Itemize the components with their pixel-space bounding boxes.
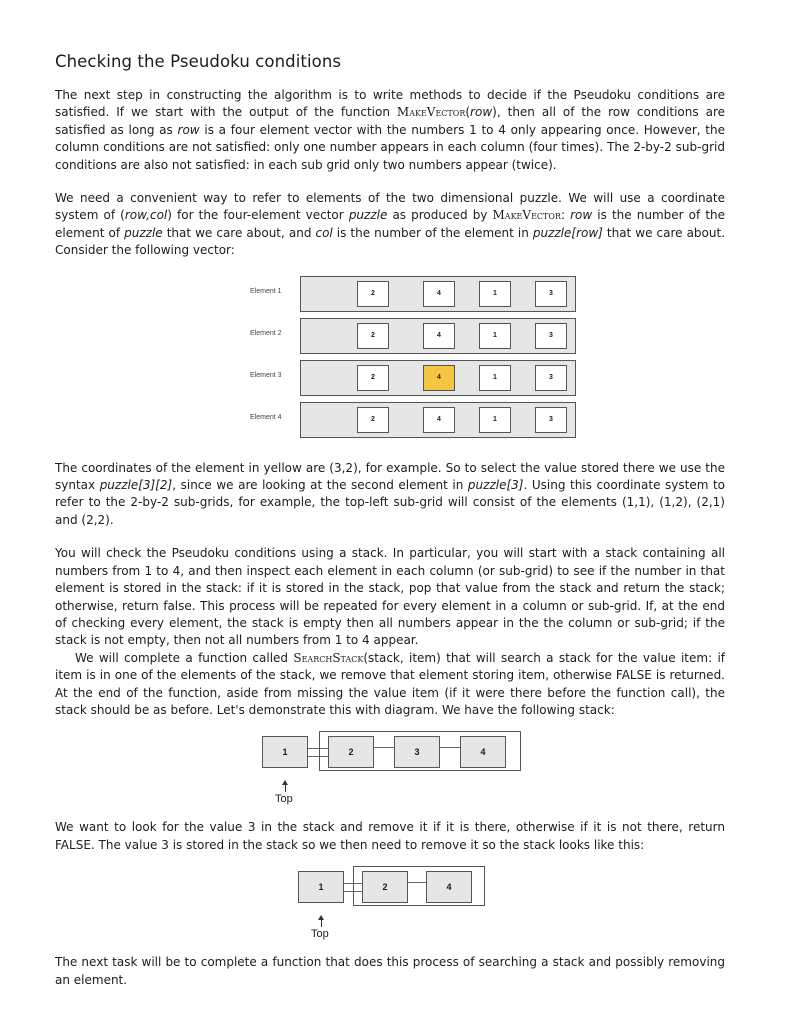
function-name: MakeVector — [492, 208, 561, 223]
puzzle-cell: 4 — [423, 407, 455, 433]
stack-top-node: 1 — [262, 736, 308, 768]
row-label: Element 2 — [250, 329, 282, 337]
puzzle-row — [300, 318, 576, 354]
paragraph-search-stack — [55, 650, 725, 720]
text: , since we are looking at the second element in — [172, 478, 468, 493]
stack-diagram-before — [55, 727, 725, 819]
puzzle-cell: 3 — [535, 281, 567, 307]
stack-node: 2 — [328, 736, 374, 768]
stack-node: 4 — [426, 871, 472, 903]
paragraph-yellow-element — [55, 460, 725, 530]
puzzle-row — [300, 360, 576, 396]
row-label: Element 3 — [250, 371, 282, 379]
text: The next step in constructing the algorithm is to write methods to decide if the Pseudoku conditions are satisfied. If we start with the output of the function — [55, 88, 725, 120]
puzzle-cell-highlighted: 4 — [423, 365, 455, 391]
link-arrow — [308, 756, 328, 757]
variable: row,col — [124, 208, 168, 223]
text: . Using this coordinate system to refer to the 2-by-2 sub-grids, for example, the top-left sub-grid will consist of the elements (1,1), (1,2), (2,1) and (2,2). — [55, 478, 726, 527]
variable: row — [177, 122, 200, 137]
text: The coordinates of the element in yellow are (3,2), for example. So to select the value stored there we use the syntax — [55, 460, 725, 493]
variable: puzzle[3][2] — [99, 478, 173, 493]
row-label: Element 1 — [250, 287, 282, 295]
section-title: Checking the Pseudoku conditions — [55, 52, 342, 71]
puzzle-cell: 3 — [535, 407, 567, 433]
stack-node: 4 — [460, 736, 506, 768]
link-arrow — [344, 883, 362, 884]
text: is the number of the element in — [332, 225, 533, 240]
variable: puzzle[3] — [467, 478, 524, 493]
link-arrow — [344, 891, 362, 892]
stack-node: 3 — [394, 736, 440, 768]
paragraph-stack-method: You will check the Pseudoku conditions using a stack. In particular, you will start with a stack containing all numbers from 1 to 4, and then inspect each element in each column (or sub-grid) to see if the number in that element is stored in the stack: if it is stored in the stack, pop that value from the stack and return the stack; otherwise, return false. This process will be repeated for every element in a column or sub-grid. If, at the end of checking every element, the stack is empty then all numbers appear in the the column or sub-grid; if the stack is not empty, then not all numbers from 1 to 4 appear. — [55, 546, 725, 648]
text: that we care about. Consider the following vector: — [55, 225, 726, 258]
text: that we care about, and — [162, 225, 316, 240]
text: ( — [465, 105, 471, 120]
row-label: Element 4 — [250, 413, 282, 421]
text: : — [560, 208, 571, 223]
arrow-up-icon — [285, 782, 286, 792]
top-label: Top — [275, 793, 293, 806]
stack-diagram-after — [55, 862, 725, 954]
puzzle-figure — [55, 272, 725, 460]
puzzle-cell: 1 — [479, 281, 511, 307]
arrow-up-icon — [321, 917, 322, 927]
variable: puzzle[row] — [532, 225, 603, 240]
text: ), then all of the row conditions are satisfied as long as — [55, 105, 725, 137]
paragraph-coordinates — [55, 190, 725, 260]
variable: puzzle — [124, 225, 163, 240]
puzzle-cell: 1 — [479, 323, 511, 349]
stack-node: 2 — [362, 871, 408, 903]
puzzle-row — [300, 276, 576, 312]
text: (stack, item) that will search a stack for the value item: if item is in one of the elements of the stack, we remove that element storing item, otherwise FALSE is returned. At the end of the function, aside from missing the value item (if it were there before the function call), the stack should be as before. Let's demonstrate this with diagram. We have the following stack: — [55, 650, 726, 717]
puzzle-cell: 2 — [357, 323, 389, 349]
function-name: MakeVector — [396, 105, 466, 120]
puzzle-cell: 1 — [479, 407, 511, 433]
text: We will complete a function called — [75, 650, 294, 665]
puzzle-cell: 2 — [357, 407, 389, 433]
text: ) for the four-element vector — [167, 208, 349, 223]
puzzle-row — [300, 402, 576, 438]
puzzle-cell: 2 — [357, 365, 389, 391]
puzzle-cell: 4 — [423, 281, 455, 307]
function-name: SearchStack — [293, 650, 364, 665]
link-arrow — [308, 748, 328, 749]
puzzle-cell: 3 — [535, 365, 567, 391]
variable: row — [470, 105, 493, 120]
paragraph-next-task: The next task will be to complete a function that does this process of searching a stack and possibly removing an element. — [55, 955, 725, 987]
text: We need a convenient way to refer to elements of the two dimensional puzzle. We will use a coordinate system of ( — [55, 191, 725, 223]
puzzle-cell: 1 — [479, 365, 511, 391]
variable: puzzle — [348, 208, 388, 223]
text: is a four element vector with the numbers 1 to 4 only appearing once. However, the column conditions are not satisfied: only one number appears in each column (four times). The 2-by-2 sub-grid conditions are also not satisfied: in each sub grid only two numbers appear (twice). — [55, 122, 726, 172]
text: as produced by — [387, 208, 493, 223]
puzzle-cell: 4 — [423, 323, 455, 349]
link-arrow — [374, 747, 394, 748]
link-arrow — [408, 882, 426, 883]
puzzle-cell: 2 — [357, 281, 389, 307]
paragraph-remove-3: We want to look for the value 3 in the stack and remove it if it is there, otherwise if it is not there, return FALSE. The value 3 is stored in the stack so we then need to remove it so the stack looks like this: — [55, 820, 725, 852]
top-label: Top — [311, 928, 329, 941]
puzzle-cell: 3 — [535, 323, 567, 349]
variable: row — [570, 208, 593, 223]
text: is the number of the element of — [55, 208, 726, 240]
page-content — [55, 52, 725, 989]
stack-top-node: 1 — [298, 871, 344, 903]
paragraph-intro — [55, 87, 725, 174]
link-arrow — [440, 747, 460, 748]
variable: col — [315, 225, 333, 240]
